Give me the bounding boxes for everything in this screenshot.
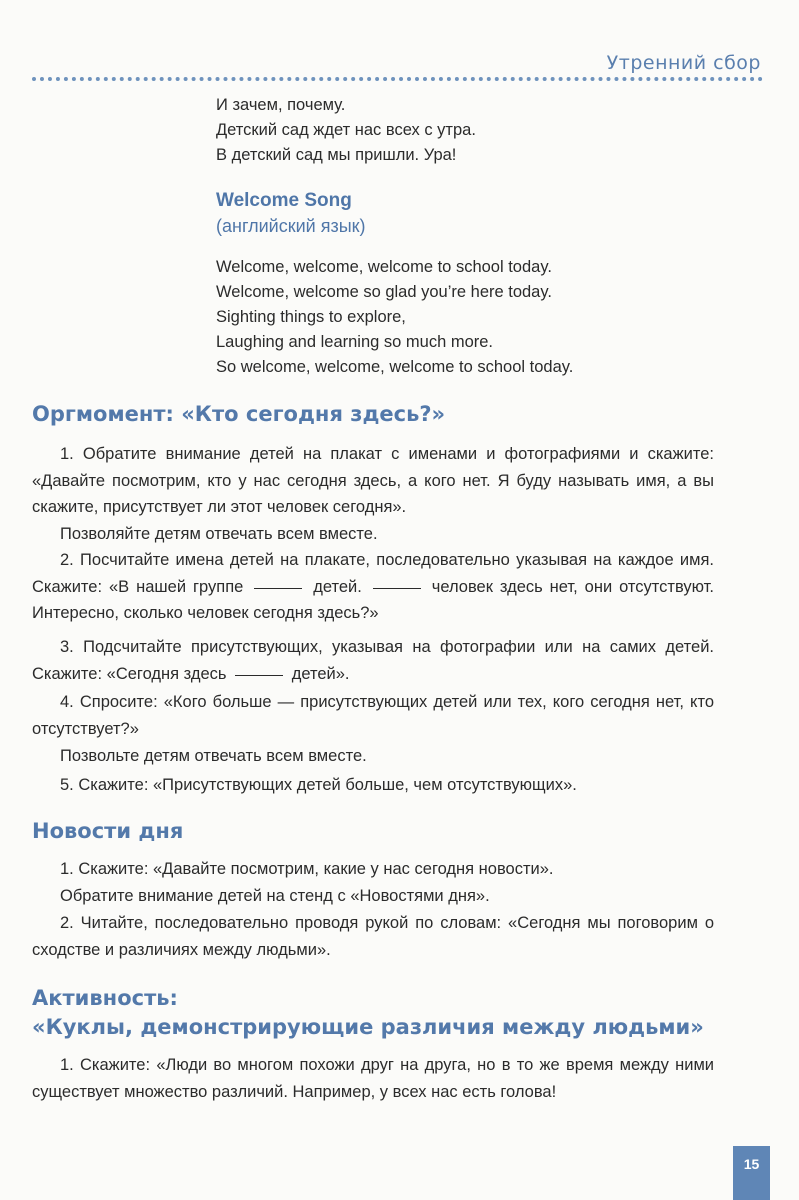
english-song (216, 255, 573, 380)
page-number-tab (733, 1146, 770, 1200)
poem-line: Детский сад ждет нас всех с утра. (216, 121, 476, 139)
orgmoment-paragraph-1: 1. Обратите внимание детей на плакат с именами и фотографиями и скажите: «Давайте посмотрим, кто у нас сегодня здесь, а кого нет. Я буду называть имя, а вы скажите, присутствует ли этот человек сегодня». (32, 445, 714, 516)
song-line: Sighting things to explore, (216, 308, 406, 326)
news-paragraph-1: 1. Скажите: «Давайте посмотрим, какие у нас сегодня новости». (60, 860, 554, 878)
fill-in-blank (235, 674, 283, 676)
page-number: 15 (743, 1156, 760, 1172)
poem-line: В детский сад мы пришли. Ура! (216, 146, 457, 164)
poem-line: И зачем, почему. (216, 96, 346, 114)
news-heading: Новости дня (32, 819, 184, 843)
news-paragraph-3: 2. Читайте, последовательно проводя рукой по словам: «Сегодня мы поговорим о сходстве и различиях между людьми». (32, 914, 714, 959)
header-section-title: Утренний сбор (606, 52, 761, 74)
song-line: Laughing and learning so much more. (216, 333, 494, 351)
fill-in-blank (373, 587, 421, 589)
orgmoment-paragraph-6: Позвольте детям отвечать всем вместе. (60, 747, 367, 765)
welcome-song-title: Welcome Song (216, 190, 352, 211)
orgmoment-paragraph-4 (32, 634, 714, 687)
news-paragraph-2: Обратите внимание детей на стенд с «Новостями дня». (60, 887, 490, 905)
welcome-song-subtitle: (английский язык) (216, 216, 366, 236)
song-line: Welcome, welcome so glad you’re here today. (216, 283, 552, 301)
activity-paragraph-1: 1. Скажите: «Люди во многом похожи друг на друга, но в то же время между ними существует множество различий. Например, у всех нас есть голова! (32, 1056, 714, 1101)
activity-heading-line-1: Активность: (32, 986, 178, 1010)
dotted-divider (32, 77, 763, 81)
orgmoment-paragraph-2: Позволяйте детям отвечать всем вместе. (60, 525, 378, 543)
orgmoment-paragraph-5: 4. Спросите: «Кого больше — присутствующих детей или тех, кого сегодня нет, кто отсутствует?» (32, 693, 714, 738)
song-line: Welcome, welcome, welcome to school today. (216, 258, 552, 276)
orgmoment-heading: Оргмомент: «Кто сегодня здесь?» (32, 402, 446, 426)
russian-poem (216, 93, 476, 168)
paragraph-text: 2. Посчитайте имена детей на плакате, последовательно указывая на каждое имя. Скажите: «В нашей группе (32, 551, 714, 596)
paragraph-text: человек здесь нет, они отсутствуют. Интересно, сколько человек сегодня здесь?» (32, 577, 714, 622)
paragraph-text: 3. Подсчитайте присутствующих, указывая на фотографии или на самих детей. Скажите: «Сегодня здесь (32, 638, 714, 683)
song-line: So welcome, welcome, welcome to school today. (216, 358, 574, 376)
orgmoment-paragraph-7: 5. Скажите: «Присутствующих детей больше, чем отсутствующих». (60, 776, 577, 794)
orgmoment-paragraph-3 (32, 547, 714, 627)
fill-in-blank (254, 587, 302, 589)
activity-heading-line-2: «Куклы, демонстрирующие различия между людьми» (32, 1015, 704, 1039)
paragraph-text: детей. (313, 577, 362, 596)
paragraph-text: детей». (291, 664, 350, 683)
